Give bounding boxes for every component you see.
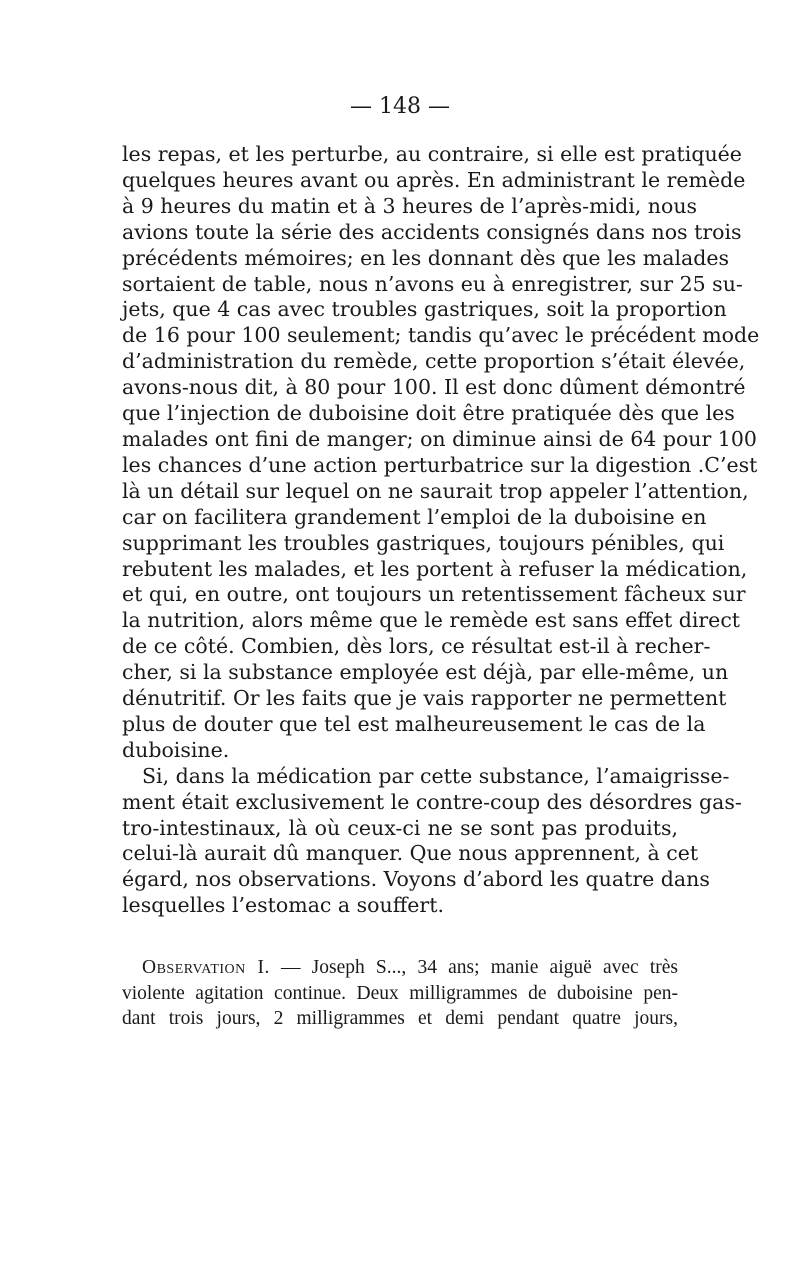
text-line: de 16 pour 100 seulement; tandis qu’avec le précédent mode [122, 323, 760, 348]
text-line: égard, nos observations. Voyons d’abord les quatre dans [122, 867, 710, 892]
text-line: dénutritif. Or les faits que je vais rapporter ne permettent [122, 686, 727, 711]
observation-line: — Joseph S..., 34 ans; manie aiguë avec très [269, 957, 678, 978]
text-line: ment était exclusivement le contre-coup des désordres gas- [122, 789, 742, 814]
text-line: là un détail sur lequel on ne saurait trop appeler l’attention, [122, 478, 749, 503]
text-line: la nutrition, alors même que le remède est sans effet direct [122, 608, 741, 633]
text-line: que l’injection de duboisine doit être pratiquée dès que les [122, 401, 735, 426]
text-line: plus de douter que tel est malheureusement le cas de la [122, 711, 706, 736]
text-line: Si, dans la médication par cette substance, l’amaigrisse- [142, 763, 730, 788]
observation-first-line [122, 955, 678, 981]
text-line: avons-nous dit, à 80 pour 100. Il est donc dûment démontré [122, 375, 746, 400]
text-line: sortaient de table, nous n’avons eu à enregistrer, sur 25 su- [122, 271, 743, 296]
text-line: celui-là aurait dû manquer. Que nous apprennent, à cet [122, 841, 699, 866]
text-line: à 9 heures du matin et à 3 heures de l’après-midi, nous [122, 193, 698, 218]
observation-block [122, 955, 678, 1032]
text-line: précédents mémoires; en les donnant dès que les malades [122, 245, 730, 270]
text-line: quelques heures avant ou après. En administrant le remède [122, 167, 746, 192]
observation-heading: Observation I. [142, 957, 270, 978]
text-line: avions toute la série des accidents consignés dans nos trois [122, 219, 742, 244]
text-line: malades ont fini de manger; on diminue ainsi de 64 pour 100 [122, 426, 757, 451]
text-line: rebutent les malades, et les portent à refuser la médication, [122, 556, 748, 581]
text-line: cher, si la substance employée est déjà, par elle-même, un [122, 660, 729, 685]
text-line: d’administration du remède, cette proportion s’était élevée, [122, 349, 746, 374]
text-line: les repas, et les perturbe, au contraire, si elle est pratiquée [122, 142, 742, 166]
text-line: et qui, en outre, ont toujours un retentissement fâcheux sur [122, 582, 746, 607]
text-line: les chances d’une action perturbatrice sur la digestion .C’est [122, 452, 758, 477]
text-line: de ce côté. Combien, dès lors, ce résultat est-il à recher- [122, 634, 711, 659]
text-line: lesquelles l’estomac a souffert. [122, 893, 444, 918]
observation-line: dant trois jours, 2 milligrammes et demi pendant quatre jours, [122, 1008, 678, 1029]
body-text [122, 142, 760, 919]
text-line: jets, que 4 cas avec troubles gastriques, soit la proportion [122, 297, 727, 322]
text-line: duboisine. [122, 737, 230, 762]
text-line: car on facilitera grandement l’emploi de la duboisine en [122, 504, 707, 529]
text-line: supprimant les troubles gastriques, toujours pénibles, qui [122, 530, 725, 555]
page-number: — 148 — [350, 94, 450, 119]
observation-line: violente agitation continue. Deux milligrammes de duboisine pen- [122, 982, 678, 1004]
text-line: tro-intestinaux, là où ceux-ci ne se sont pas produits, [122, 815, 678, 840]
